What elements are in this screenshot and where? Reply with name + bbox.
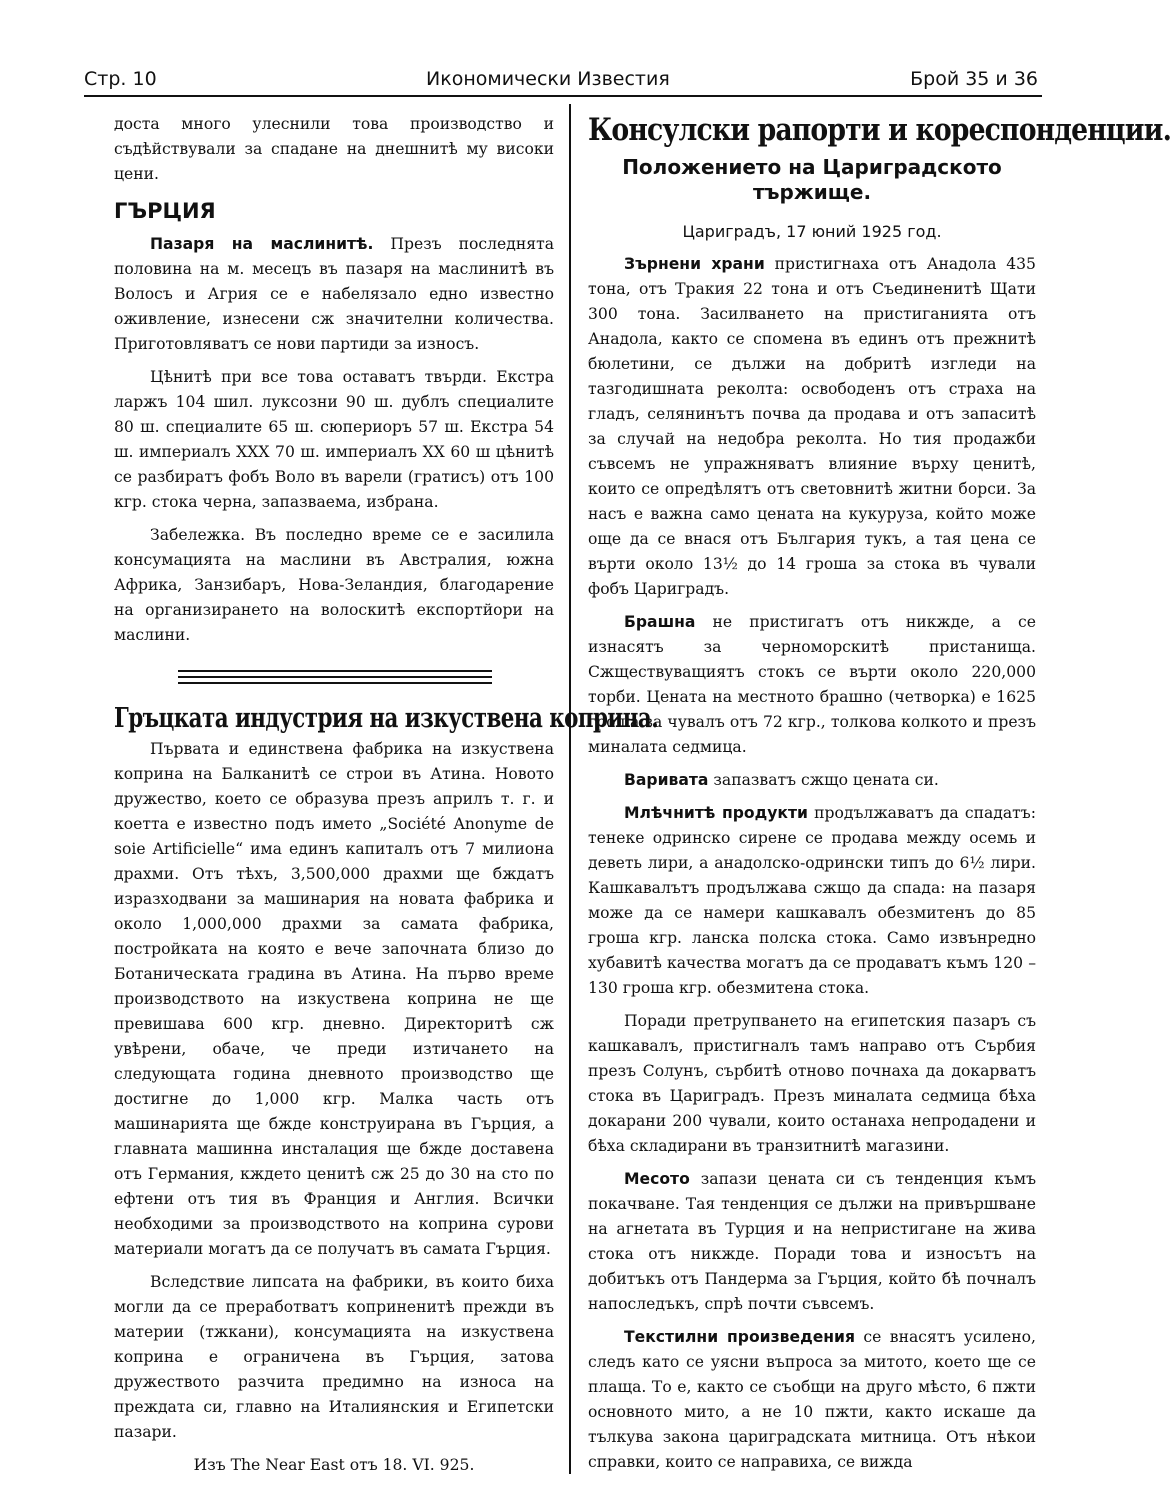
meat-paragraph bbox=[588, 1167, 1036, 1317]
publication-title: Икономически Известия bbox=[426, 68, 670, 90]
olives-paragraph bbox=[114, 232, 554, 357]
dairy-text: продължаватъ да спадатъ: тенеке одринско сирене се продава между осемь и деветь лири, а анадолско-одрински типъ до 6½ лири. Кашкавалътъ продължава сжщо да спада: на пазаря може да се намери кашкавалъ обезмитенъ до 85 гроша кгр. ланска полска стока. Само извънредно хубавитѣ качества могатъ да се продаватъ къмъ 120 – 130 гроша кгр. обезмитена стока. bbox=[588, 804, 1036, 997]
textile-paragraph bbox=[588, 1325, 1036, 1475]
flour-heading: Брашна bbox=[624, 613, 696, 631]
silk-paragraph-1: Първата и единствена фабрика на изкуствена коприна на Балканитѣ се строи въ Атина. Новото дружество, което се образува презъ априлъ т. г. и коетта е известно подъ името „Société Anonyme de soie Artificielle“ има единъ капиталъ отъ 7 милиона драхми. Отъ тѣхъ, 3,500,000 драхми ще бждатъ изразходвани за машинария на новата фабрика и около 1,000,000 драхми за самата фабрика, постройката на която е вече започната близо до Ботаническата градина въ Атина. На първо време производството на изкуствена коприна не ще превишава 600 кгр. дневно. Директоритѣ сж увѣрени, обаче, че преди изтичането на следующата година дневното производство ще достигне до 1,000 кгр. Малка часть отъ машинарията ще бжде конструирана въ Гърция, а главната машинна инсталация ще бжде доставена отъ Германия, кждето ценитѣ сж 25 до 30 на сто по ефтени отъ тия въ Франция и Англия. Всички необходими за производството на коприна сурови материали могатъ да се получатъ въ самата Гърция. bbox=[114, 740, 554, 1258]
olives-prices-paragraph: Цѣнитѣ при все това оставатъ твърди. Екстра ларжъ 104 шил. луксозни 90 ш. дублъ специалите 80 ш. специалите 65 ш. сюпериоръ 57 ш. Екстра 54 ш. империалъ XXX 70 ш. империалъ XX 60 ш цѣнитѣ се разбиратъ фобъ Воло въ варели (гратисъ) отъ 100 кгр. стока черна, запазваема, избрана. bbox=[114, 368, 554, 511]
olives-note-paragraph: Забележка. Въ последно време се е засилила консумацията на маслини въ Австралия, южна Африка, Занзибаръ, Нова-Зеландия, благодарение на организирането на волоскитѣ експортйори на маслини. bbox=[114, 526, 554, 644]
flour-paragraph bbox=[588, 610, 1036, 760]
textile-heading: Текстилни произведения bbox=[624, 1328, 855, 1346]
right-column bbox=[588, 112, 1171, 1483]
meat-heading: Месото bbox=[624, 1170, 690, 1188]
grains-heading: Зърнени храни bbox=[624, 255, 765, 273]
legumes-text: запазватъ сжщо цената си. bbox=[713, 771, 939, 789]
section-title-greece: ГЪРЦИЯ bbox=[114, 199, 216, 223]
article-divider bbox=[178, 670, 492, 684]
meat-text: запази цената си съ тенденция къмъ покачване. Тая тенденция се дължи на привършване на агнетата въ Турция и на непристигане на жива стока отъ никжде. Поради това и износътъ на добитъкъ отъ Пандерма за Гърция, който бѣ почналъ напоследъкъ, спрѣ почти съвсемъ. bbox=[588, 1170, 1036, 1313]
grains-paragraph bbox=[588, 252, 1036, 602]
column-divider bbox=[569, 104, 571, 1474]
grains-text: пристигнаха отъ Анадола 435 тона, отъ Тракия 22 тона и отъ Съединенитѣ Щати 300 тона. Засилването на пристиганията отъ Анадола, както се спомена въ единъ отъ прежнитѣ бюлетини, се дължи на добритѣ изгледи на тазгодишната реколта: освободенъ отъ страха на гладъ, селянинътъ почва да продава и отъ запаситѣ за случай на недобра реколта. Но тия продажби съвсемъ не упражняватъ влияние върху ценитѣ, които се опредѣлятъ отъ световнитѣ житни борси. За насъ е важна само цената на кукуруза, който може още да се внася отъ България тукъ, а тая цена се върти около 13½ до 14 гроша за стока въ чували фобъ Цариградъ. bbox=[588, 255, 1036, 598]
page-header bbox=[84, 64, 1042, 94]
page-number: Стр. 10 bbox=[84, 68, 157, 90]
flour-text: не пристигатъ отъ никжде, а се изнасятъ за черноморскитѣ пристанища. Сжществуващиятъ стокъ се върти около 220,000 торби. Цената на местното брашно (четворка) е 1625 гроша за чувалъ отъ 72 кгр., толкова колкото и презъ миналата седмица. bbox=[588, 613, 1036, 756]
silk-paragraph-2: Вследствие липсата на фабрики, въ които биха могли да се преработватъ коприненитѣ прежди въ материи (тжкани), консумацията на изкуствена коприна е ограничена въ Гърция, затова дружеството разчита предимно на износа на преждата си, главно на Италиянския и Египетски пазари. bbox=[114, 1273, 554, 1441]
textile-text: се внасятъ усилено, следъ като се уясни въпроса за митото, което ще се плаща. То е, както се съобщи на друго мѣсто, 6 пжти основното мито, а не 10 пжти, както искаше да тълкува закона цариградската митница. Отъ нѣкои справки, които се направиха, се вижда bbox=[588, 1328, 1036, 1471]
market-subtitle: Положението на Цариградското тържище. bbox=[622, 155, 1002, 204]
intro-paragraph: доста много улеснили това производство и съдѣйствували за спадане на днешнитѣ му високи цени. bbox=[114, 115, 554, 183]
dairy-paragraph-2: Поради претрупването на египетския пазаръ съ кашкавалъ, пристигналъ тамъ направо отъ Сърбия презъ Солунъ, сърбитѣ отново почнаха да докарватъ стока въ Цариградъ. Презъ миналата седмица бѣха докарани 200 чували, които останаха непродадени и бѣха складирани въ транзитнитѣ магазини. bbox=[588, 1012, 1036, 1155]
consular-reports-title: Консулски рапорти и кореспонденции. bbox=[588, 112, 1171, 148]
legumes-heading: Варивата bbox=[624, 771, 709, 789]
dairy-heading: Млѣчнитѣ продукти bbox=[624, 804, 808, 822]
dateline: Цариградъ, 17 юний 1925 год. bbox=[682, 222, 942, 241]
legumes-paragraph bbox=[588, 768, 1036, 793]
silk-source: Изъ The Near East отъ 18. VI. 925. bbox=[193, 1456, 475, 1474]
dairy-paragraph bbox=[588, 801, 1036, 1001]
olives-heading: Пазаря на маслинитѣ. bbox=[150, 235, 374, 253]
silk-article-title: Гръцката индустрия на изкуствена коприна. bbox=[114, 703, 659, 734]
header-rule bbox=[84, 95, 1042, 97]
issue-number: Брой 35 и 36 bbox=[910, 68, 1038, 90]
olives-text: Презъ последнята половина на м. месецъ въ пазаря на маслинитѣ въ Волосъ и Агрия се е набелязало едно известно оживление, изнесени сж значителни количества. Приготовляватъ се нови партиди за износъ. bbox=[114, 235, 554, 353]
